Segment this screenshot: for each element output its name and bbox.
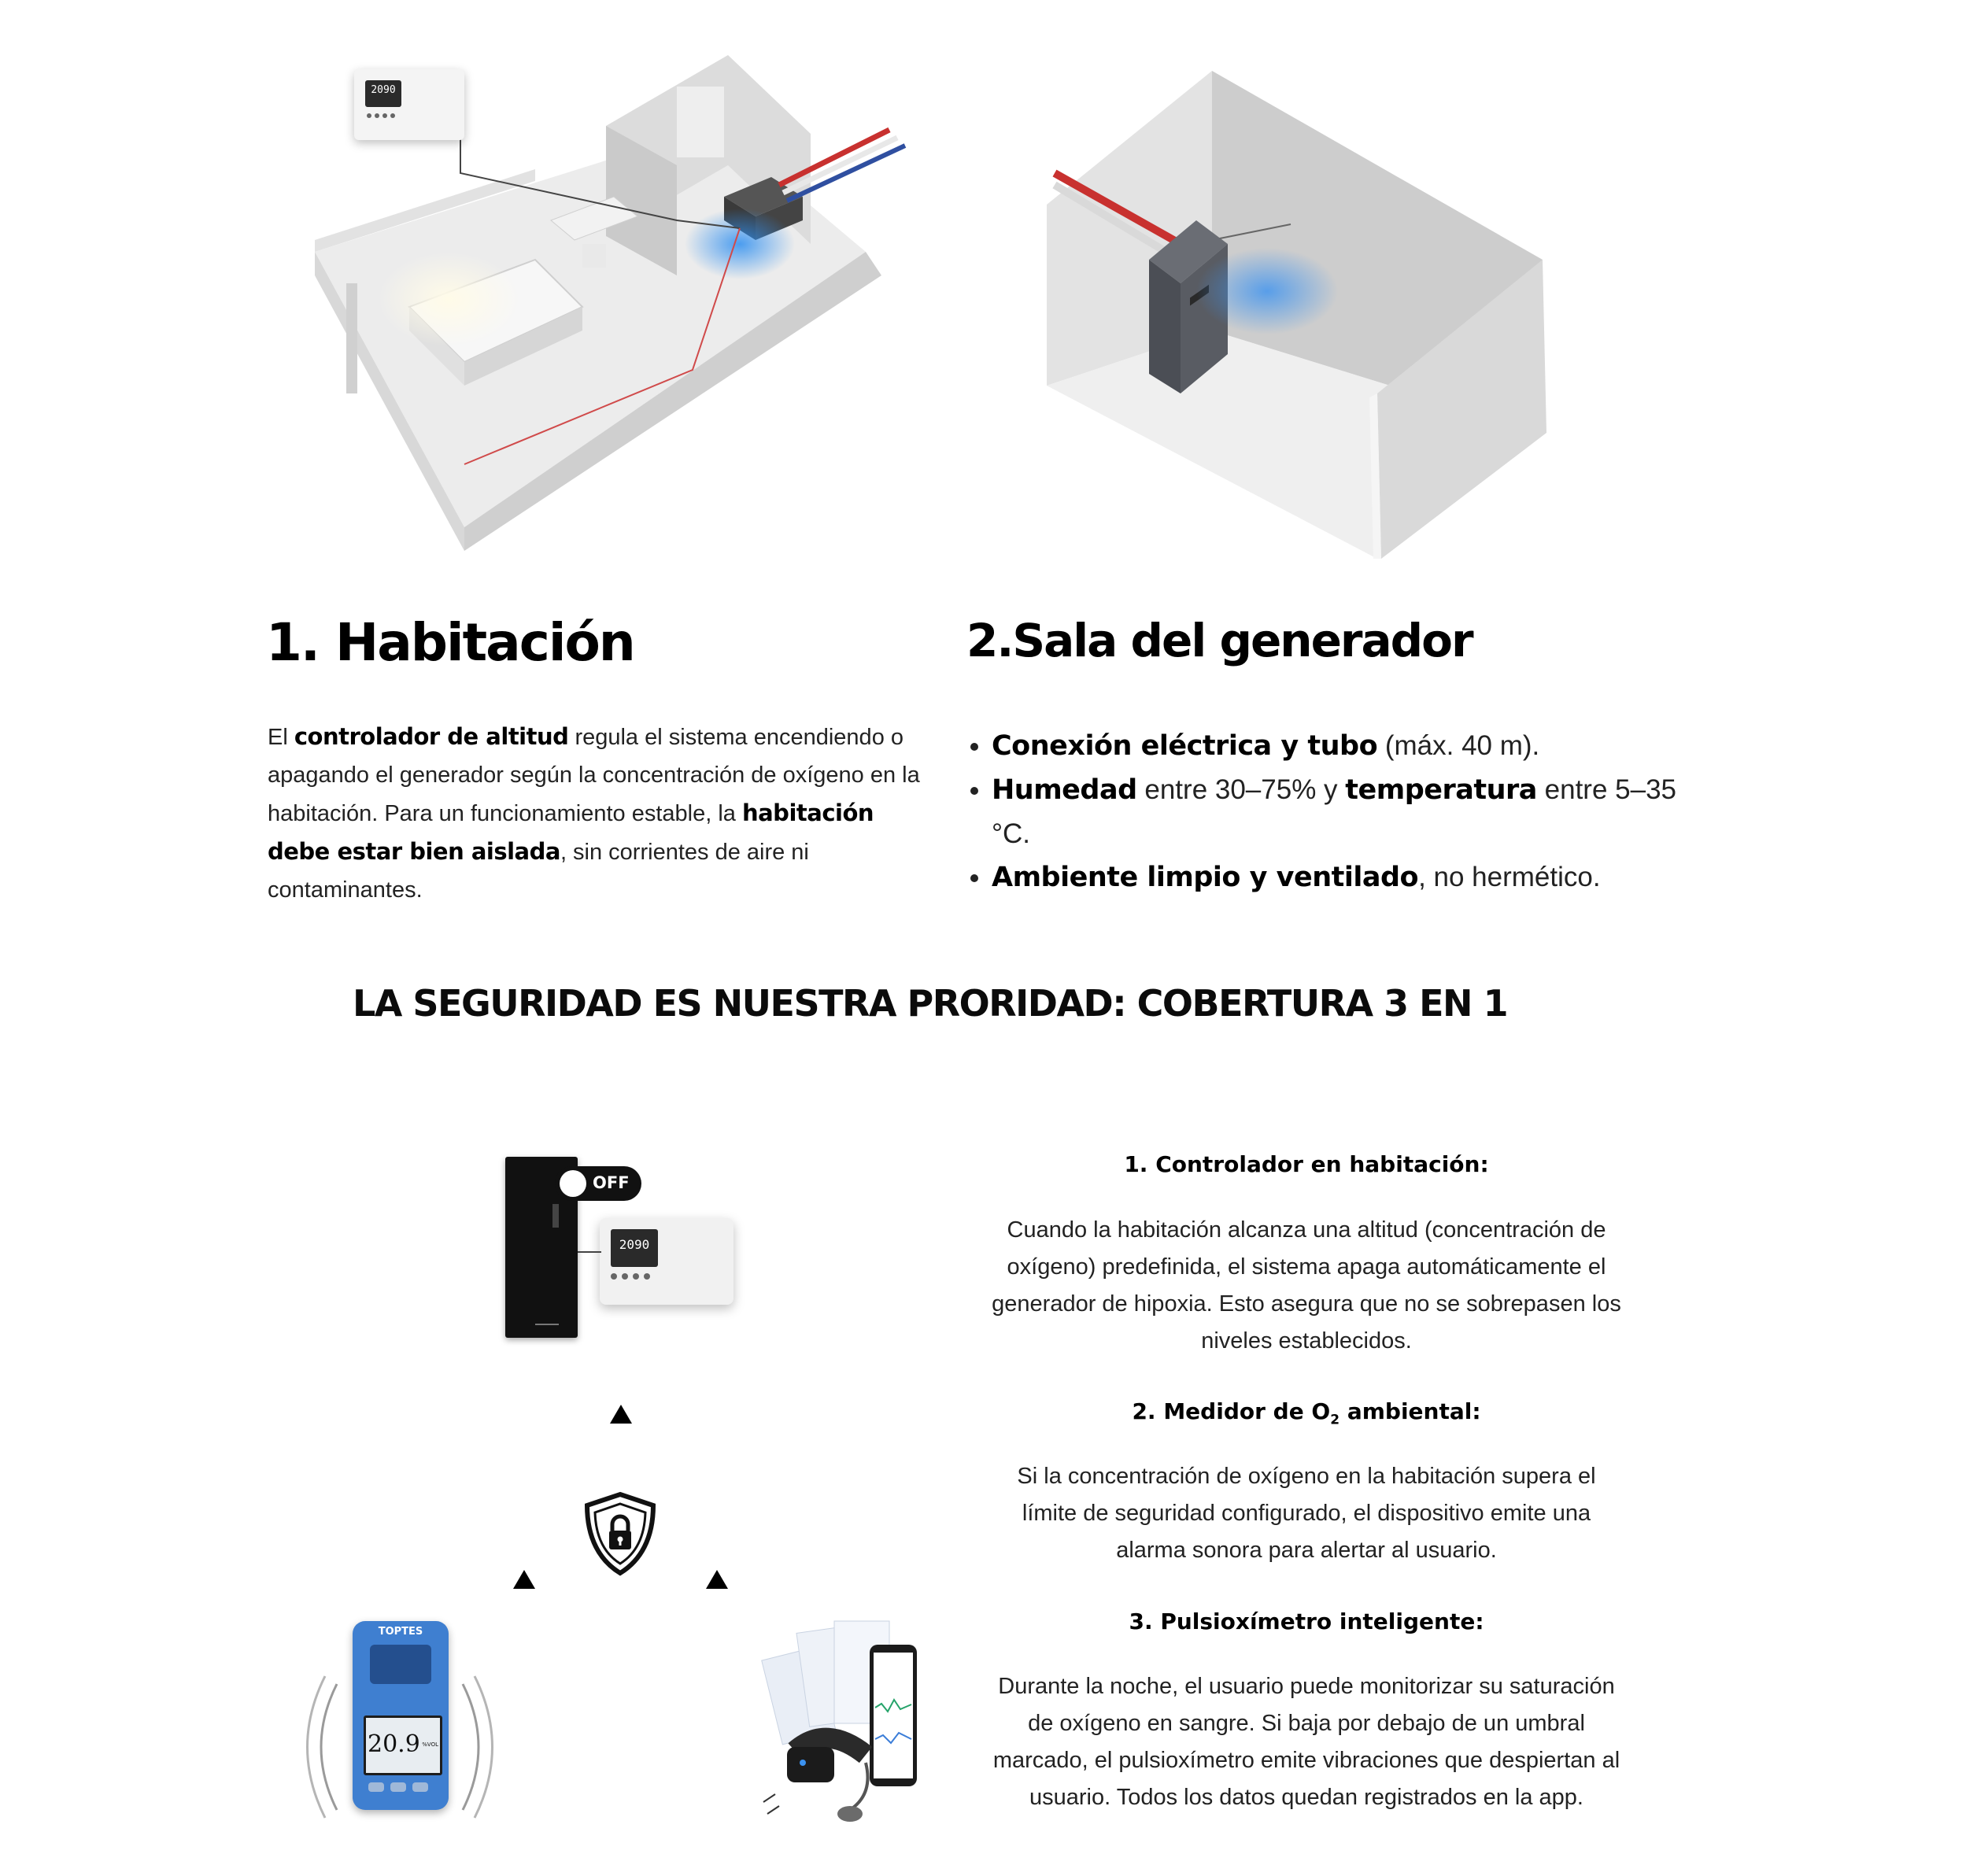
secondary-display-value: 2090 — [619, 1237, 650, 1252]
generator-room-illustration — [1031, 63, 1566, 567]
off-label: OFF — [593, 1173, 630, 1192]
coverage-2-heading: 2. Medidor de $O_2$ ambiental: — [1132, 1398, 1481, 1428]
coverage-2-text: Si la concentración de oxígeno en la habitación supera el límite de seguridad configurado, el dispositivo emite una alarma sonora para alertar al usuario. — [1017, 1464, 1596, 1563]
controller-display-value: 2090 — [371, 84, 396, 96]
section-generator-title: 2.Sala del generador — [966, 614, 1473, 667]
toggle-knob — [560, 1170, 586, 1197]
coverage-3-text: Durante la noche, el usuario puede monitorizar su saturación de oxígeno en sangre. Si baja por debajo de un umbral marcado, el pulsioxímetro emite vibraciones que despiertan al usuario. Todos los datos quedan registrados en la app. — [992, 1674, 1620, 1810]
room-controller-device — [354, 69, 464, 140]
meter-screen — [364, 1716, 442, 1775]
safety-banner: LA SEGURIDAD ES NUESTRA PRORIDAD: COBERTURA 3 EN 1 — [353, 982, 1508, 1025]
bold-room-insulated: habitación debe estar bien aislada — [268, 800, 874, 865]
secondary-controller-device — [600, 1218, 733, 1305]
meter-reading: 20.9 — [368, 1730, 420, 1758]
cabinet-handle — [552, 1204, 559, 1228]
arrow-up-icon — [706, 1570, 728, 1589]
o2-meter-device — [353, 1621, 449, 1810]
coverage-1-text: Cuando la habitación alcanza una altitud (concentración de oxígeno) predefinida, el sistema apaga automáticamente el generador de hipoxia. Esto asegura que no se sobrepasen los niveles establecidos. — [992, 1217, 1621, 1354]
section-room-paragraph: El controlador de altitud regula el sistema encendiendo o apagando el generador según la concentración de oxígeno en la habitación. Para un funcionamiento estable, la habitación debe estar bien aislada, sin corrientes de aire ni contaminantes. — [268, 723, 920, 903]
cabinet-logo — [535, 1314, 559, 1325]
meter-unit: %VOL — [422, 1741, 438, 1748]
meter-brand: TOPTES — [378, 1626, 423, 1638]
section-room-title: 1. Habitación — [266, 612, 634, 673]
secondary-controller-buttons — [611, 1273, 650, 1280]
arrow-up-icon — [513, 1570, 535, 1589]
pulse-oximeter-illustration — [756, 1605, 960, 1834]
off-badge — [555, 1166, 641, 1201]
coverage-1-heading: 1. Controlador en habitación: — [1124, 1151, 1489, 1177]
generator-requirements-list — [968, 724, 1676, 899]
requirement-item: • Ambiente limpio y ventilado, no hermético. — [992, 855, 1676, 899]
coverage-3-heading: 3. Pulsioxímetro inteligente: — [1129, 1608, 1484, 1634]
shield-lock-icon — [582, 1491, 658, 1576]
arrow-up-icon — [610, 1405, 632, 1424]
cable-line — [578, 1251, 601, 1253]
meter-buttons — [368, 1782, 428, 1792]
requirement-item: • Conexión eléctrica y tubo (máx. 40 m). — [992, 724, 1676, 768]
controller-buttons — [367, 113, 400, 118]
requirement-item: • Humedad entre 30–75% y temperatura entre 5–35 °C. — [992, 768, 1676, 855]
meter-speaker — [370, 1645, 431, 1684]
bold-altitude-controller: controlador de altitud — [294, 723, 569, 750]
